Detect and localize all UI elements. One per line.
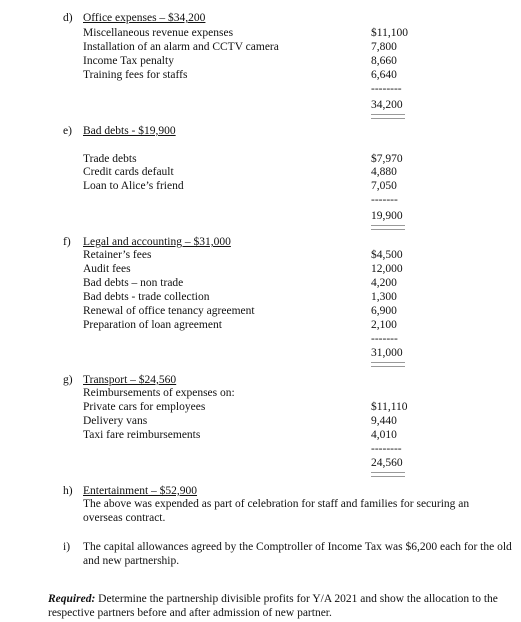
subtotal-dashes: -------- — [371, 83, 402, 95]
double-underline — [371, 472, 405, 477]
line-item-amount: 12,000 — [371, 263, 403, 275]
section-marker: d) — [63, 12, 73, 24]
line-item-amount: $11,110 — [371, 401, 408, 413]
line-item-amount: 7,050 — [371, 180, 397, 192]
line-item-label: Bad debts - trade collection — [83, 291, 210, 303]
line-item-label: Preparation of loan agreement — [83, 319, 222, 331]
line-item-amount: $7,970 — [371, 153, 403, 165]
section-marker: f) — [63, 236, 71, 248]
line-item-amount: 6,640 — [371, 69, 397, 81]
line-item-amount: $11,100 — [371, 27, 408, 39]
line-item-label: Renewal of office tenancy agreement — [83, 305, 255, 317]
line-item-label: Loan to Alice’s friend — [83, 180, 184, 192]
line-item-label: Income Tax penalty — [83, 55, 174, 67]
line-item-amount: 1,300 — [371, 291, 397, 303]
line-item-amount: 9,440 — [371, 415, 397, 427]
line-item-label: Taxi fare reimbursements — [83, 429, 201, 441]
section-marker: e) — [63, 125, 72, 137]
line-item-amount: 6,900 — [371, 305, 397, 317]
line-item-amount: 4,200 — [371, 277, 397, 289]
section-total: 24,560 — [371, 457, 403, 469]
line-item-label: Miscellaneous revenue expenses — [83, 27, 234, 39]
section-total: 19,900 — [371, 210, 403, 222]
section-heading: Office expenses – $34,200 — [83, 12, 206, 24]
section-heading: Legal and accounting – $31,000 — [83, 236, 231, 248]
section-marker: h) — [63, 485, 73, 497]
line-item-label: Delivery vans — [83, 415, 148, 427]
double-underline — [371, 114, 405, 119]
required-label: Required: — [48, 593, 96, 605]
line-item-amount: 7,800 — [371, 41, 397, 53]
line-item-label: Training fees for staffs — [83, 69, 188, 81]
line-item-label: Trade debts — [83, 153, 137, 165]
required-text: Determine the partnership divisible profits for Y/A 2021 and show the allocation to the respective partners before and after admission of new partner. — [48, 593, 498, 619]
section-heading: Entertainment – $52,900 — [83, 485, 198, 497]
section-text: The above was expended as part of celebration for staff and families for securing an overseas contract. — [83, 498, 470, 524]
required-block — [48, 592, 503, 620]
line-item-amount: 4,010 — [371, 429, 397, 441]
line-item-amount: 4,880 — [371, 166, 397, 178]
section-marker: g) — [63, 374, 73, 386]
section-marker: i) — [63, 541, 71, 553]
subtotal-dashes: -------- — [371, 443, 402, 455]
line-item-amount: $4,500 — [371, 249, 403, 261]
line-item-label: Private cars for employees — [83, 401, 206, 413]
line-item-label: Audit fees — [83, 263, 131, 275]
double-underline — [371, 362, 405, 367]
line-item-label: Retainer’s fees — [83, 249, 152, 261]
subtotal-dashes: ------- — [371, 333, 398, 345]
line-item-amount: 8,660 — [371, 55, 397, 67]
line-item-label: Installation of an alarm and CCTV camera — [83, 41, 279, 53]
line-item-label: Credit cards default — [83, 166, 174, 178]
line-item-amount: 2,100 — [371, 319, 397, 331]
line-item-label: Bad debts – non trade — [83, 277, 184, 289]
section-total: 34,200 — [371, 99, 403, 111]
section-subheading: Reimbursements of expenses on: — [83, 387, 235, 399]
section-text: The capital allowances agreed by the Comptroller of Income Tax was $6,200 each for the old and new partnership. — [83, 541, 512, 567]
section-heading: Transport – $24,560 — [83, 374, 177, 386]
subtotal-dashes: ------- — [371, 194, 398, 206]
section-heading: Bad debts - $19,900 — [83, 125, 176, 137]
section-total: 31,000 — [371, 347, 403, 359]
double-underline — [371, 225, 405, 230]
